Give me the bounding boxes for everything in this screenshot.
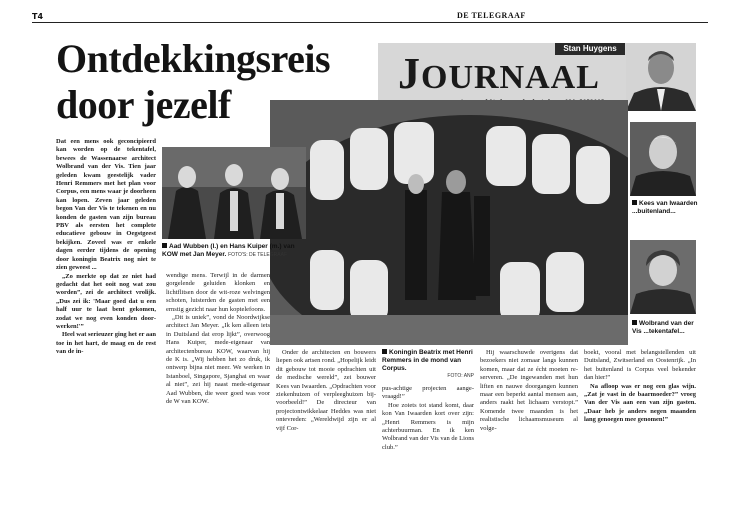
headline-line-2: door jezelf [56,82,231,127]
caption-bullet-icon [162,243,167,248]
group-photo-caption: Aad Wubben (l.) en Hans Kuiper (m.) van KOW met Jan Meyer. FOTO'S: DE TELEGRAAF [162,243,295,258]
wolbrand-caption: Wolbrand van der Vis ...tekentafel... [632,320,694,335]
wolbrand-portrait-icon [630,240,696,314]
body-paragraph: Hij waarschuwde overigens dat bezoekers niet zomaar langs kunnen komen, maar dat ze écht moeten reserveren. „De ingewanden met hun liften en nauwe doorgangen kunnen maar een beperkt aantal mensen aan, anders raakt het lichaam verstopt.” Komende twee maanden is het realistische lichaamsmuseum al volge- [480,349,578,432]
body-paragraph: Na afloop was er nog een glas wijn. „Zat je vast in de baarmoeder?” vroeg Van der Vis aan een van zijn gasten. „Daar heb je anders negen maanden lang genoegen mee genomen!” [584,382,696,424]
article-column-1 [56,138,156,357]
author-photo [626,43,696,111]
main-photo-caption: Koningin Beatrix met Henri Remmers in de mond van Corpus. FOTO: ANP [382,349,474,379]
header-rule [32,22,708,23]
corpus-mouth-photo [270,100,628,345]
article-column-3 [276,349,376,433]
group-photo-credit: FOTO'S: DE TELEGRAAF [228,252,287,258]
page-number: T4 [32,12,44,21]
body-paragraph: Hoe zoiets tot stand komt, daar kon Van Iwaarden kort over zijn: „Henri Remmers is mijn achterbuurman. En ik ken Wolbrand van der Vis van de Lions club.” [382,401,474,451]
body-paragraph: pus-achtige projecten aangevraagd!” [382,385,474,401]
author-name: Stan Huygens [555,43,625,55]
group-portrait-icon [162,147,306,239]
article-column-4 [382,385,474,452]
article-column-5 [480,349,578,433]
body-paragraph: wendige mens. Terwijl in de darmen gorgelende geluiden klonken en lichtflitsen door de wit-roze welvingen schoten, luisterden de gasten met een ernstig gezicht naar hun koptelefoons. [166,272,270,313]
caption-bullet-icon [382,349,387,354]
body-paragraph: Onder de architecten en bouwers liepen ook artsen rond. „Hopelijk leidt dit gebouw tot mooie opdrachten uit de medische wereld”, zei bouwer Kees van Iwaarden. „Opdrachten voor ziekenhuizen of verpleeghuizen bijvoorbeeld!” De directeur van projectontwikkelaar Heddes was niet ontevreden: „Wereldwijd zijn er al vijf Cor- [276,349,377,432]
body-paragraph: Heel wat serieuzer ging het er aan toe in het hart, de maag en de rest van de in- [56,331,156,356]
body-paragraph: „Zo merkte op dat ze niet had gedacht dat het ooit nog wat zou worden”, zei de architect vrolijk. „Dus zei ik: 'Maar goed dat u een half uur te laat bent gekomen, zodat we nog even konden doorwerken!'” [56,272,156,330]
wolbrand-van-der-vis-photo [630,240,696,314]
caption-bullet-icon [632,320,637,325]
body-paragraph: boekt, vooral met belangstellenden uit Duitsland, Zwitserland en Oostenrijk. „In het buitenland is Corpus veel bekender dan hier!” [584,349,696,382]
caption-bullet-icon [632,200,637,205]
newspaper-name: DE TELEGRAAF [457,11,526,20]
mouth-illustration-icon [270,100,628,345]
article-column-2 [166,272,270,407]
intro-paragraph: Dat een mens ook geconcipieerd kan worden op de tekentafel, bewees de Wassenaarse architect Wolbrand van der Vis. Tien jaar geleden kwam geestelijk vader Henri Remmers met het plan voor Corpus, een mens waar je doorheen kan lopen. Zeven jaar geleden begon Van der Vis te tekenen en nu konden de gasten van zijn bureau PBV als eersten het complete educatieve gebouw in Oegstgeest bekijken. Zoveel was er enkele dagen eerder tijdens de opening door koningin Beatrix nog niet te zien geweest ... [56,138,156,272]
article-column-6 [584,349,696,425]
architects-photo [162,147,306,239]
kees-portrait-icon [630,122,696,196]
kees-caption: Kees van Iwaarden ...buitenland... [632,200,698,215]
headline-line-1: Ontdekkingsreis [56,36,331,81]
column-title: JOURNAAL [398,49,600,98]
body-paragraph: „Dit is uniek”, vond de Noordwijkse architect Jan Meyer. „Ik ken alleen iets in Duitsland dat erop lijkt”, overwoog Hans Kuiper, mede-eigenaar van architectenbureau KOW, waarvan hij de K is. „Wij hebben het zo druk, ik ontwerp bijna niet meer. We werken in Istanboel, Singapore, Sjanghai en waar al niet”, zei hij naast mede-eigenaar Aad Wubben, die weer goed was voor de W van KOW. [166,314,270,406]
author-portrait-icon [626,43,696,111]
kees-van-iwaarden-photo [630,122,696,196]
main-photo-credit: FOTO: ANP [447,373,474,379]
